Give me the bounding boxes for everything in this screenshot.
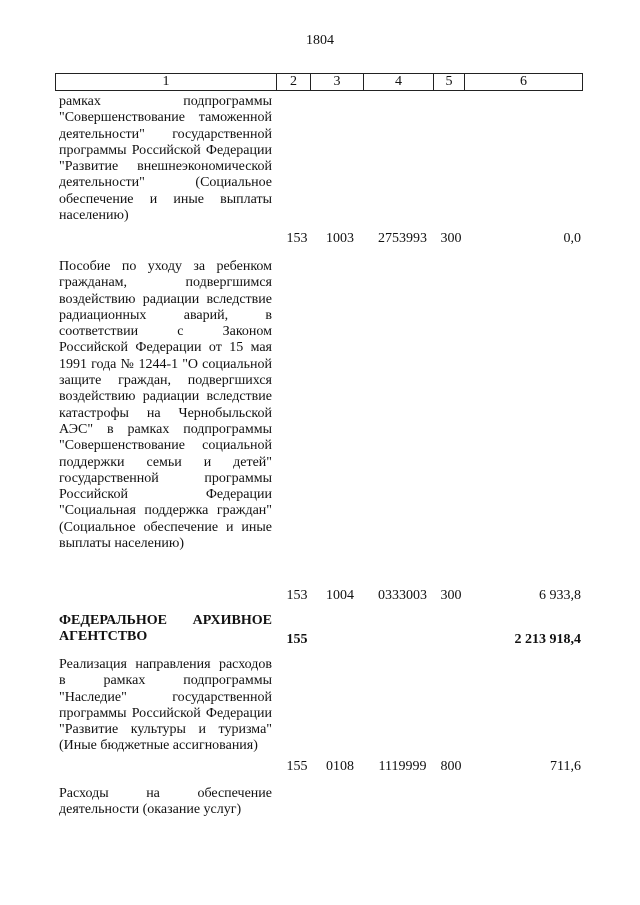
agency-title: ФЕДЕРАЛЬНОЕ АРХИВНОЕ АГЕНТСТВО [59,613,272,645]
row-ved: 155 [286,631,308,647]
table-row [59,786,583,820]
column-header-4: 4 [364,74,434,90]
row-rzpr: 1004 [326,587,354,603]
row-ved: 155 [286,758,308,774]
table-row-agency [59,613,583,648]
row-csr: 1119999 [378,758,427,774]
row-sum: 0,0 [563,230,581,246]
row-codes [59,230,583,247]
row-codes [59,631,583,648]
row-description: Пособие по уходу за ребенком гражданам, подвергшимся воздействию радиации вследствие радиационных аварий, в соответствии с Законом Российской Федерации от 15 мая 1991 года № 1244-1 "О социальной защите граждан, подвергшихся воздействию радиации вследствие катастрофы на Чернобыльской АЭС" в рамках подпрограммы "Совершенствование социальной поддержки семьи и детей" государственной программы Российской Федерации "Социальная поддержка граждан" (Социальное обеспечение и иные выплаты населению) [59,259,272,552]
row-sum: 6 933,8 [539,587,581,603]
table-header [55,73,583,91]
row-csr: 2753993 [378,230,427,246]
column-header-5: 5 [434,74,465,90]
column-header-3: 3 [311,74,364,90]
row-ved: 153 [286,230,308,246]
column-header-2: 2 [277,74,311,90]
row-description: Реализация направления расходов в рамках подпрограммы "Наследие" государственной программы Российской Федерации "Развитие культуры и туризма" (Иные бюджетные ассигнования) [59,657,272,754]
page-number: 1804 [306,33,334,48]
table-row [59,657,583,775]
table-row [59,259,583,604]
row-sum: 711,6 [550,758,581,774]
row-vr: 300 [440,587,462,603]
row-vr: 300 [440,230,462,246]
row-rzpr: 1003 [326,230,354,246]
row-codes [59,758,583,775]
row-sum: 2 213 918,4 [514,631,581,647]
row-description: Расходы на обеспечение деятельности (оказание услуг) [59,786,272,818]
column-header-1: 1 [56,74,277,90]
table-row [59,94,583,247]
row-ved: 153 [286,587,308,603]
row-csr: 0333003 [378,587,427,603]
column-header-6: 6 [520,74,527,89]
row-codes [59,587,583,604]
row-vr: 800 [440,758,462,774]
row-description: рамках подпрограммы "Совершенствование таможенной деятельности" государственной программы Российской Федерации "Развитие внешнеэкономической деятельности" (Социальное обеспечение и иные выплаты населению) [59,94,272,224]
row-rzpr: 0108 [326,758,354,774]
